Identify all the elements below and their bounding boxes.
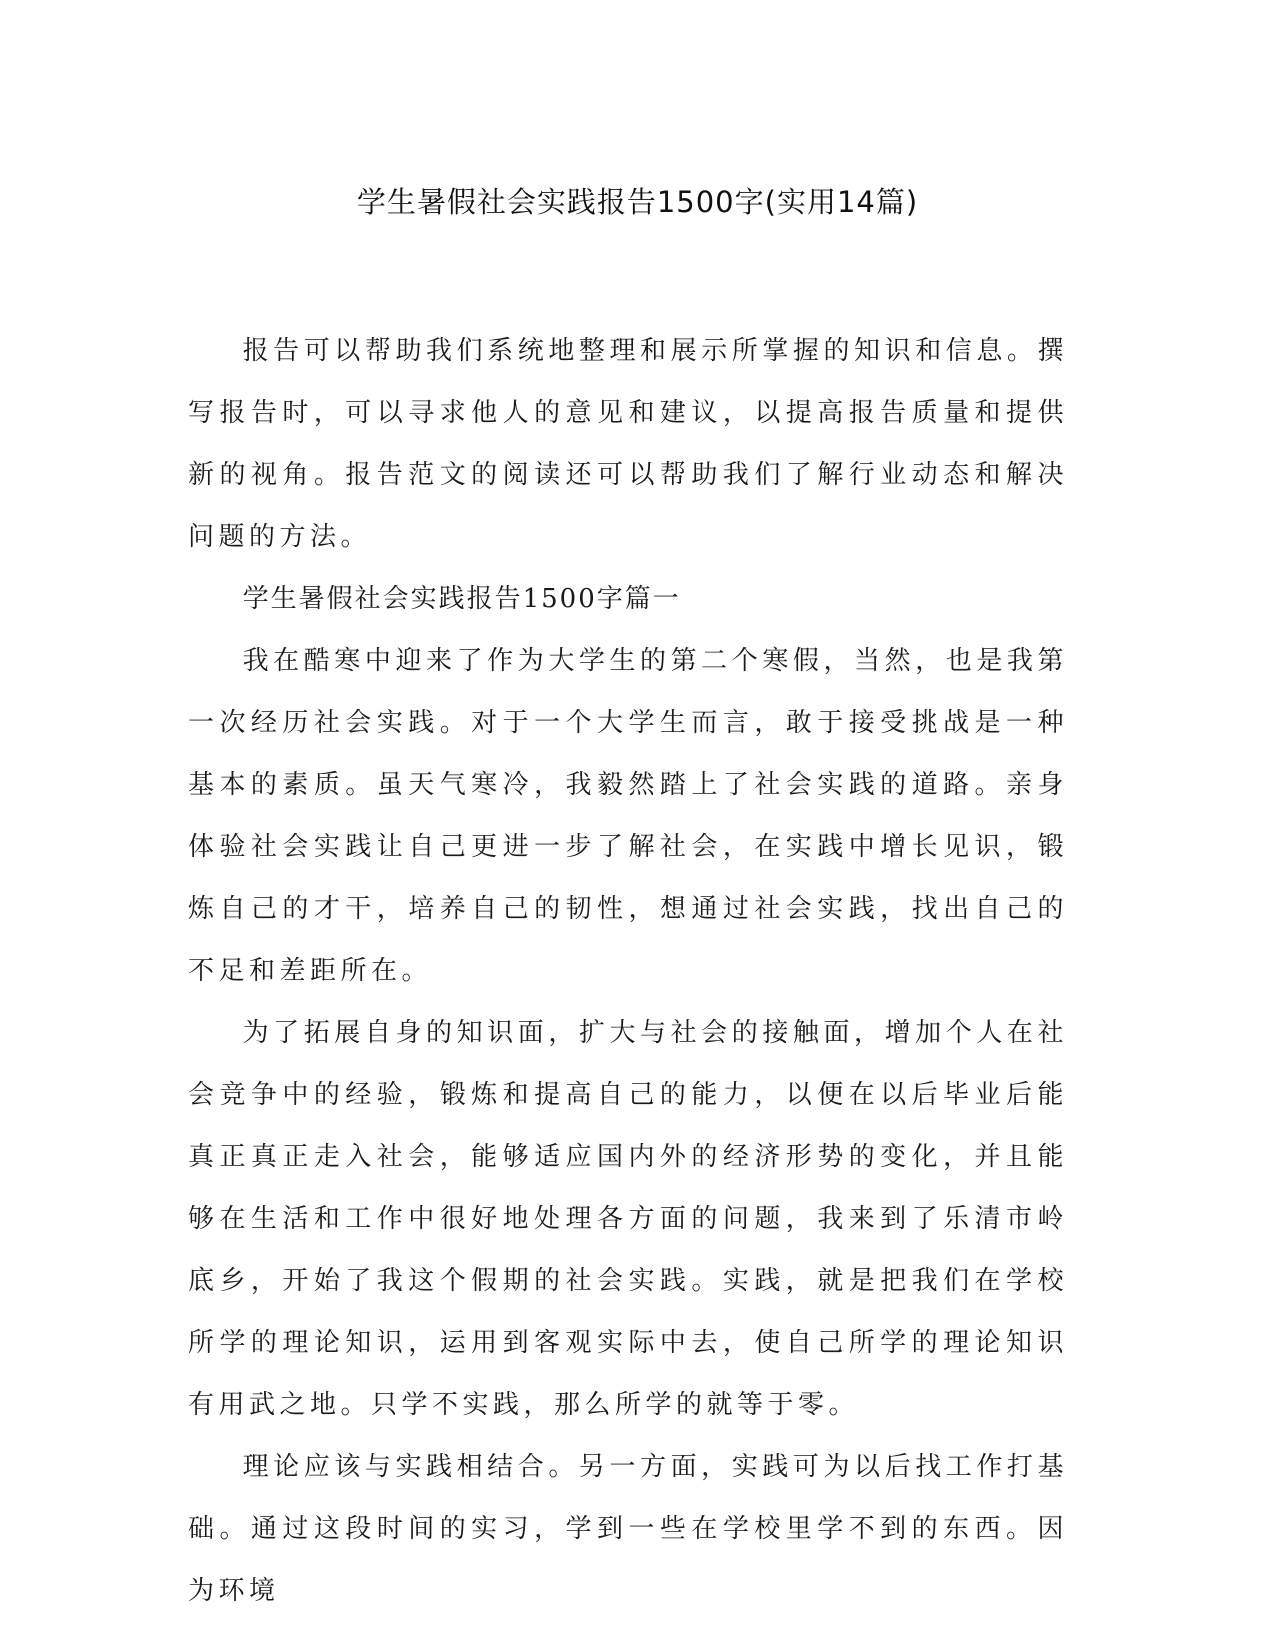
- paragraph-intro: 报告可以帮助我们系统地整理和展示所掌握的知识和信息。撰写报告时，可以寻求他人的意见和建议，以提高报告质量和提供新的视角。报告范文的阅读还可以帮助我们了解行业动态和解决问题的方法。: [188, 336, 1068, 552]
- section-heading: 学生暑假社会实践报告1500字篇一: [242, 584, 681, 614]
- document-title: 学生暑假社会实践报告1500字(实用14篇): [356, 185, 919, 219]
- paragraph: 为了拓展自身的知识面，扩大与社会的接触面，增加个人在社会竞争中的经验，锻炼和提高自己的能力，以便在以后毕业后能真正真正走入社会，能够适应国内外的经济形势的变化，并且能够在生活和工作中很好地处理各方面的问题，我来到了乐清市岭底乡，开始了我这个假期的社会实践。实践，就是把我们在学校所学的理论知识，运用到客观实际中去，使自己所学的理论知识有用武之地。只学不实践，那么所学的就等于零。: [188, 1018, 1068, 1420]
- document-body: [188, 320, 1068, 1622]
- paragraph: 理论应该与实践相结合。另一方面，实践可为以后找工作打基础。通过这段时间的实习，学到一些在学校里学不到的东西。因为环境: [188, 1452, 1068, 1606]
- paragraph: 我在酷寒中迎来了作为大学生的第二个寒假，当然，也是我第一次经历社会实践。对于一个大学生而言，敢于接受挑战是一种基本的素质。虽天气寒冷，我毅然踏上了社会实践的道路。亲身体验社会实践让自己更进一步了解社会，在实践中增长见识，锻炼自己的才干，培养自己的韧性，想通过社会实践，找出自己的不足和差距所在。: [188, 646, 1068, 986]
